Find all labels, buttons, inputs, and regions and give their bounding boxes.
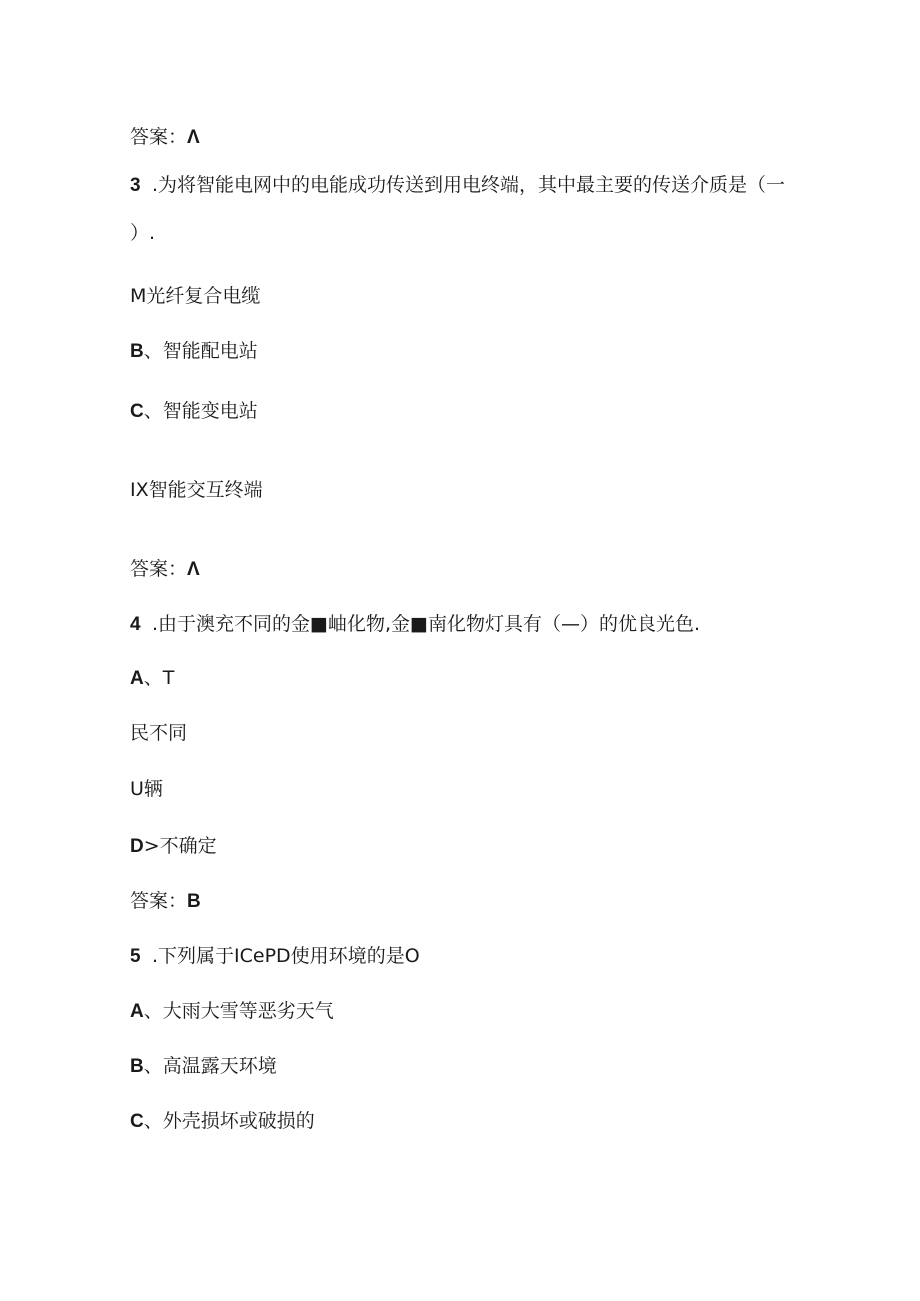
- option-letter: D: [130, 836, 144, 857]
- option-letter: B: [130, 341, 144, 362]
- option-letter: B: [130, 1056, 144, 1077]
- option-q3-c: [130, 398, 258, 425]
- question-text: .为将智能电网中的电能成功传送到用电终端，其中最主要的传送介质是（一: [152, 174, 786, 196]
- question-4: [130, 611, 700, 638]
- answer-label: 答案：: [130, 126, 188, 148]
- option-text: 民不同: [130, 722, 188, 744]
- option-q4-d: [130, 833, 217, 860]
- answer-q2: [130, 124, 200, 151]
- option-q5-b: [130, 1053, 277, 1080]
- option-text: 、大雨大雪等恶劣天气: [143, 1000, 334, 1022]
- option-text: 、外壳损坏或破损的: [143, 1110, 315, 1132]
- option-text: IX智能交互终端: [130, 479, 263, 501]
- option-text: >不确定: [143, 835, 217, 857]
- option-letter: A: [130, 668, 144, 689]
- option-q5-c: [130, 1108, 315, 1135]
- option-q4-a: [130, 665, 174, 692]
- answer-value: Λ: [187, 559, 200, 580]
- option-q5-a: [130, 998, 334, 1025]
- option-text: 、智能变电站: [143, 400, 258, 422]
- answer-value: Λ: [187, 127, 200, 148]
- question-number: 5: [130, 946, 141, 967]
- option-text: 、智能配电站: [143, 340, 258, 362]
- option-text: U辆: [130, 778, 163, 800]
- option-q3-d: [130, 477, 263, 503]
- option-q3-b: [130, 338, 258, 365]
- question-3: [130, 172, 785, 199]
- answer-q4: [130, 888, 201, 915]
- answer-label: 答案：: [130, 558, 188, 580]
- question-3-continuation: [130, 220, 155, 246]
- answer-q3: [130, 556, 200, 583]
- option-letter: C: [130, 1111, 144, 1132]
- option-letter: A: [130, 1001, 144, 1022]
- question-text: .下列属于ICePD使用环境的是O: [152, 945, 420, 967]
- answer-label: 答案：: [130, 890, 188, 912]
- question-number: 3: [130, 175, 141, 196]
- option-text: 、T: [143, 667, 175, 689]
- option-text: M光纤复合电缆: [130, 285, 261, 307]
- question-text-cont: ）.: [130, 222, 156, 244]
- option-letter: C: [130, 401, 144, 422]
- option-q4-c: [130, 776, 163, 802]
- option-q4-b: [130, 720, 187, 746]
- question-number: 4: [130, 614, 141, 635]
- option-q3-a: [130, 283, 260, 309]
- question-text: .由于澳充不同的金■岫化物,金■南化物灯具有（—）的优良光色.: [152, 613, 701, 635]
- option-text: 、高温露天环境: [143, 1055, 277, 1077]
- question-5: [130, 943, 420, 970]
- answer-value: B: [187, 891, 201, 912]
